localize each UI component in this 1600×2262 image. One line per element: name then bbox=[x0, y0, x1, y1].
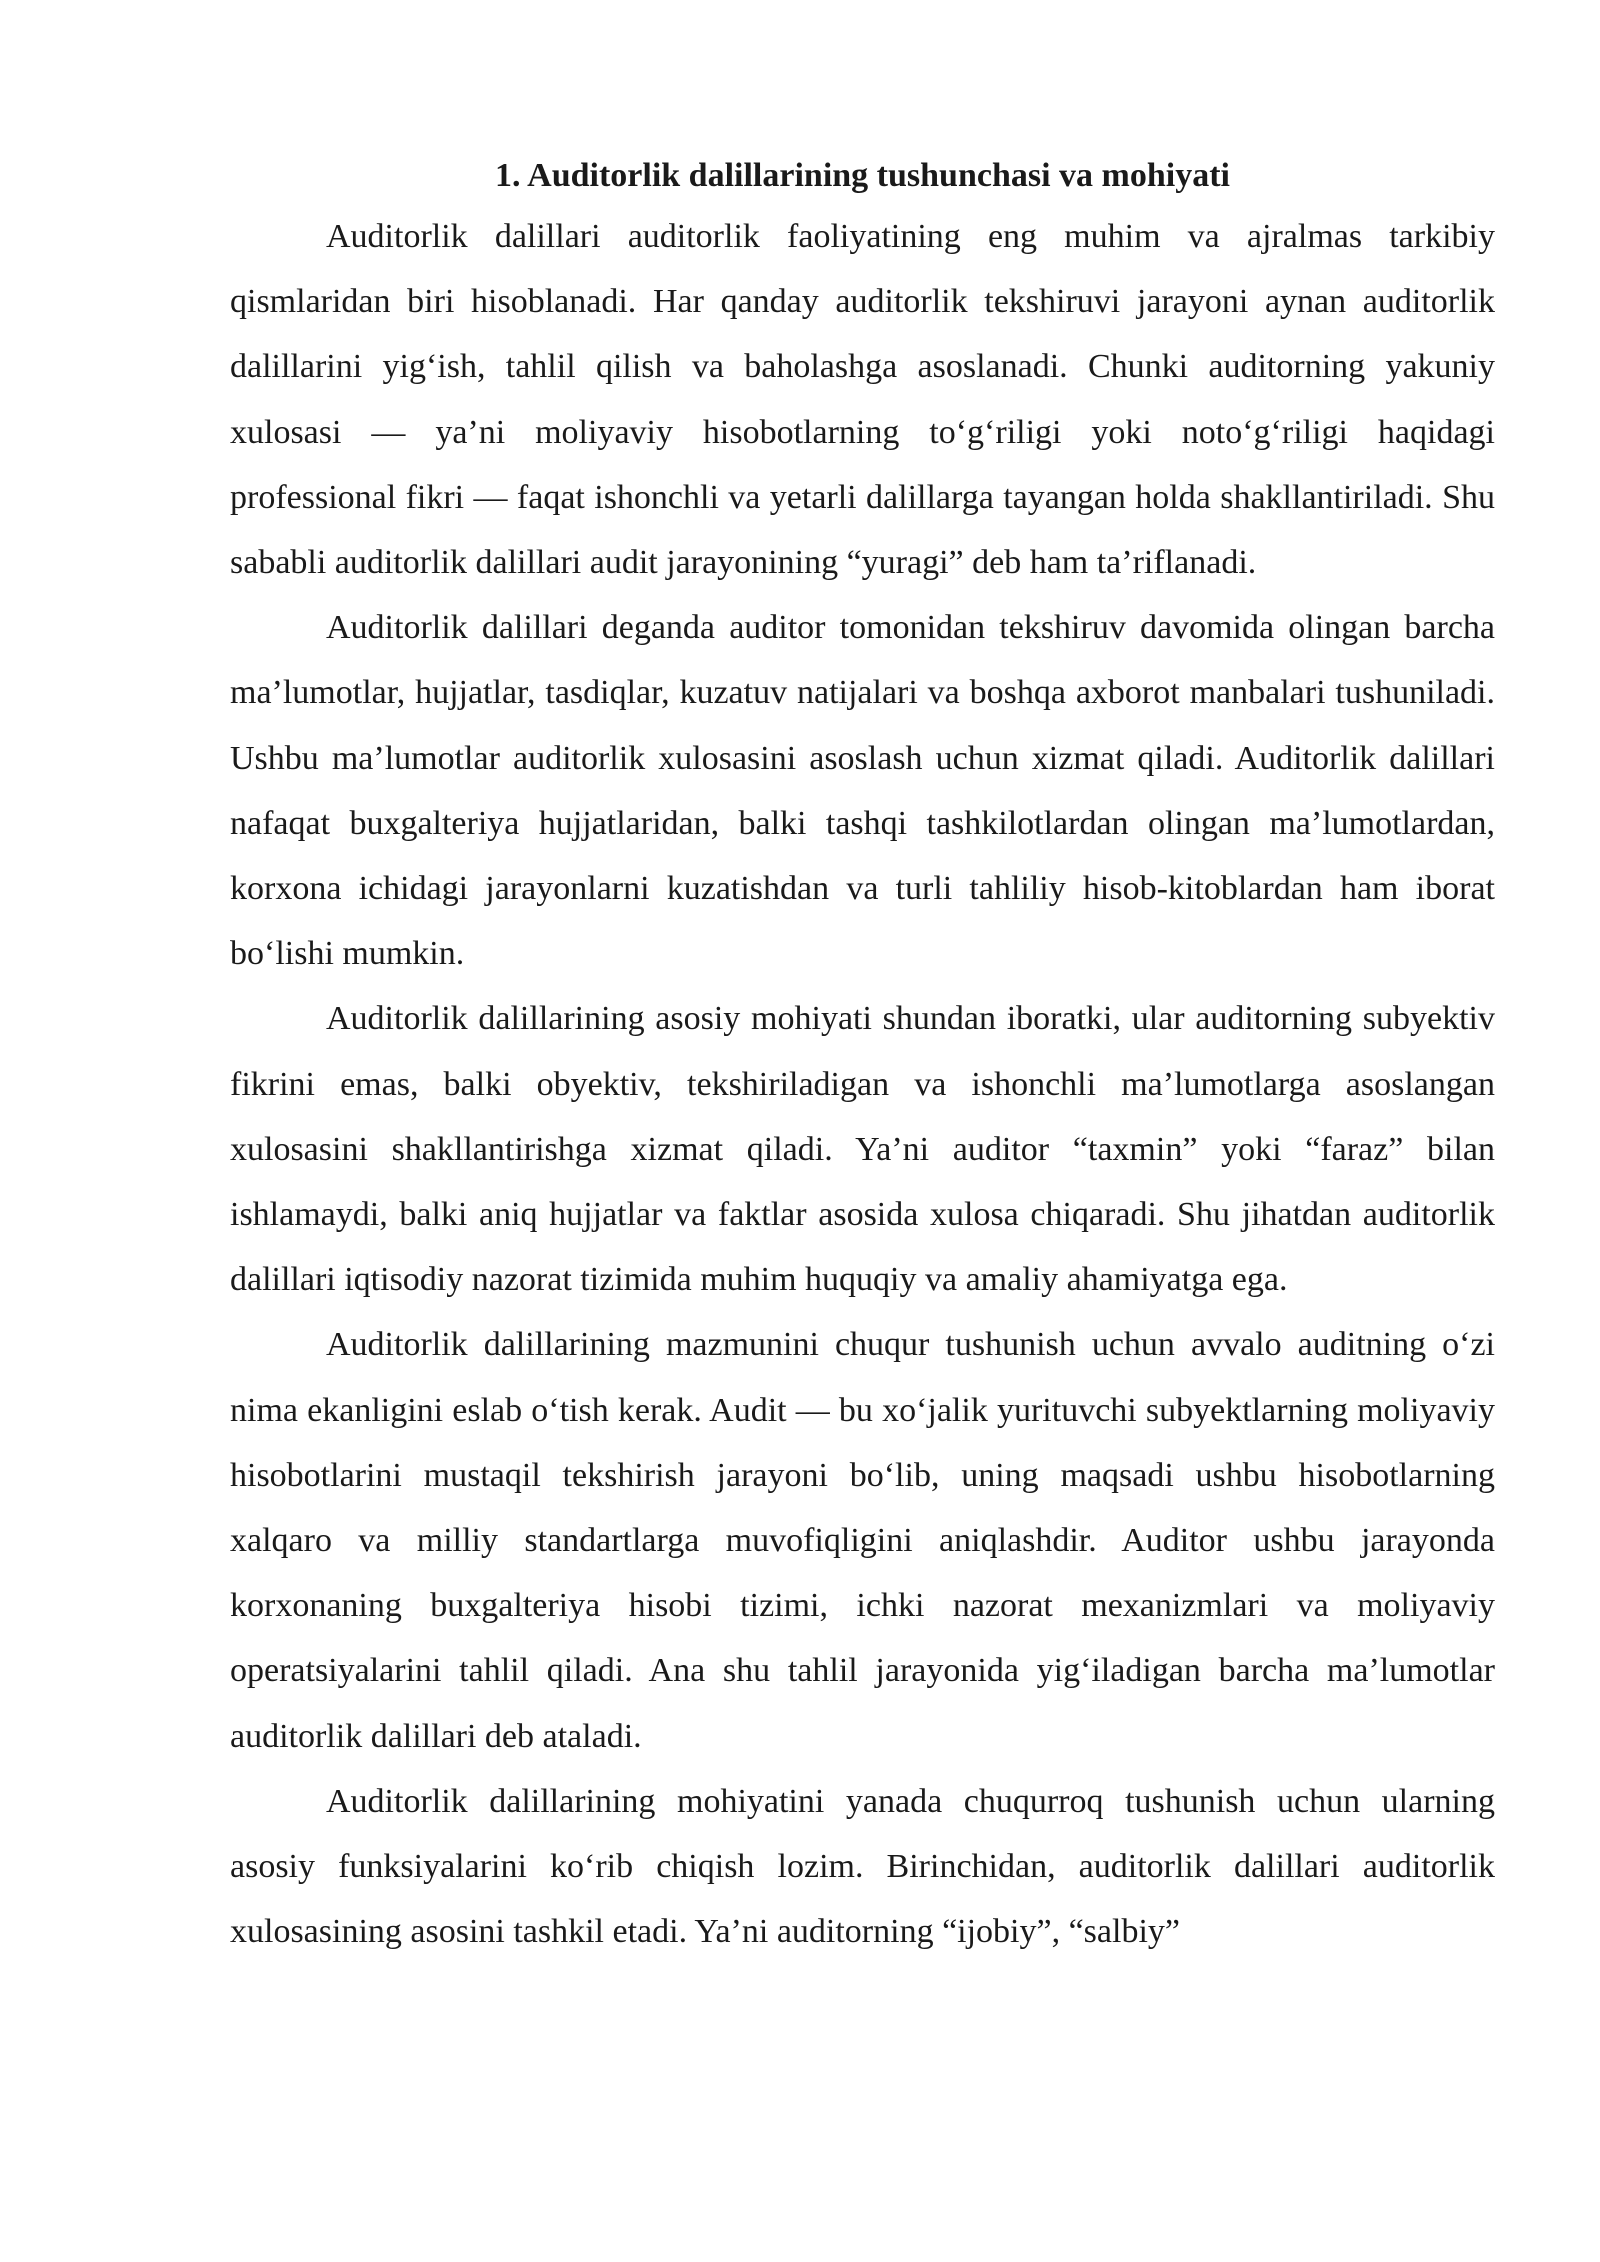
paragraph-1: Auditorlik dalillari auditorlik faoliyatining eng muhim va ajralmas tarkibiy qismlaridan biri hisoblanadi. Har qanday auditorlik tekshiruvi jarayoni aynan auditorlik dalillarini yig‘ish, tahlil qilish va baholashga asoslanadi. Chunki auditorning yakuniy xulosasi — ya’ni moliyaviy hisobotlarning to‘g‘riligi yoki noto‘g‘riligi haqidagi professional fikri — faqat ishonchli va yetarli dalillarga tayangan holda shakllantiriladi. Shu sababli auditorlik dalillari audit jarayonining “yuragi” deb ham ta’riflanadi. bbox=[230, 218, 1495, 582]
paragraph-3: Auditorlik dalillarining asosiy mohiyati shundan iboratki, ular auditorning subyektiv fikrini emas, balki obyektiv, tekshiriladigan va ishonchli ma’lumotlarga asoslangan xulosasini shakllantirishga xizmat qiladi. Ya’ni auditor “taxmin” yoki “faraz” bilan ishlamaydi, balki aniq hujjatlar va faktlar asosida xulosa chiqaradi. Shu jihatdan auditorlik dalillari iqtisodiy nazorat tizimida muhim huquqiy va amaliy ahamiyatga ega. bbox=[230, 1000, 1495, 1299]
paragraph-4: Auditorlik dalillarining mazmunini chuqur tushunish uchun avvalo auditning o‘zi nima ekanligini eslab o‘tish kerak. Audit — bu xo‘jalik yurituvchi subyektlarning moliyaviy hisobotlarini mustaqil tekshirish jarayoni bo‘lib, uning maqsadi ushbu hisobotlarning xalqaro va milliy standartlarga muvofiqligini aniqlashdir. Auditor ushbu jarayonda korxonaning buxgalteriya hisobi tizimi, ichki nazorat mexanizmlari va moliyaviy operatsiyalarini tahlil qiladi. Ana shu tahlil jarayonida yig‘iladigan barcha ma’lumotlar auditorlik dalillari deb ataladi. bbox=[230, 1326, 1495, 1755]
section-title: 1. Auditorlik dalillarining tushunchasi va mohiyati bbox=[495, 157, 1230, 194]
paragraph-5: Auditorlik dalillarining mohiyatini yanada chuqurroq tushunish uchun ularning asosiy funksiyalarini ko‘rib chiqish lozim. Birinchidan, auditorlik dalillari auditorlik xulosasining asosini tashkil etadi. Ya’ni auditorning “ijobiy”, “salbiy” bbox=[230, 1782, 1495, 1951]
paragraph-2: Auditorlik dalillari deganda auditor tomonidan tekshiruv davomida olingan barcha ma’lumotlar, hujjatlar, tasdiqlar, kuzatuv natijalari va boshqa axborot manbalari tushuniladi. Ushbu ma’lumotlar auditorlik xulosasini asoslash uchun xizmat qiladi. Auditorlik dalillari nafaqat buxgalteriya hujjatlaridan, balki tashqi tashkilotlardan olingan ma’lumotlardan, korxona ichidagi jarayonlarni kuzatishdan va turli tahliliy hisob-kitoblardan ham iborat bo‘lishi mumkin. bbox=[230, 609, 1495, 973]
document-page bbox=[230, 148, 1495, 1964]
